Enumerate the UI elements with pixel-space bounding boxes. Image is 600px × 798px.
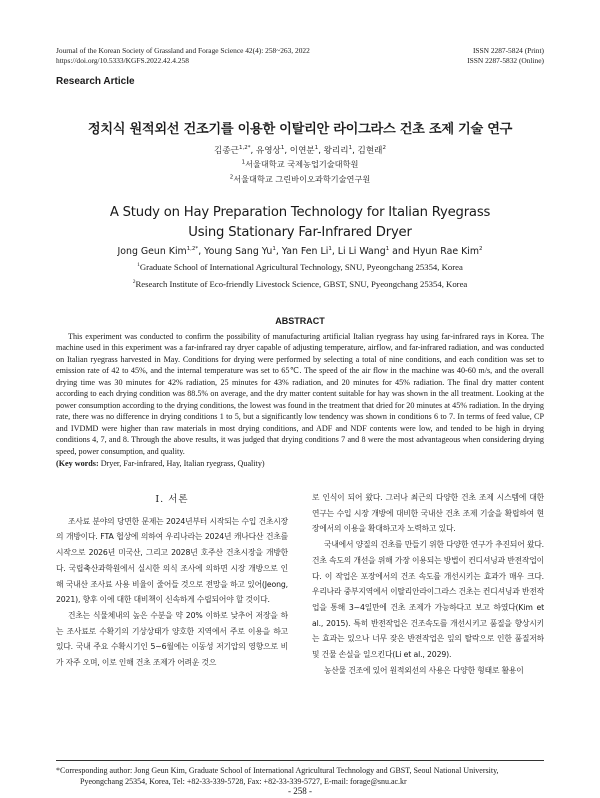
korean-authors: 김종근$^{1,2*}$, 유영상$^1$, 이연분$^1$, 왕리리$^1$, 김현래$^2$	[214, 145, 386, 156]
korean-title: 정치식 원적외선 건조기를 이용한 이탈리안 라이그라스 건초 조제 기술 연구	[87, 122, 513, 137]
keywords-label: (Key words:	[56, 459, 99, 468]
english-affiliation-2: $^2$Research Institute of Eco-friendly Livestock Science, GBST, SNU, Pyeongchang 25354, Korea	[132, 279, 468, 289]
section-heading-introduction: Ⅰ. 서론	[155, 494, 189, 505]
page-number: - 258 -	[288, 786, 312, 796]
footnote-line-1: *Corresponding author: Jong Geun Kim, Graduate School of International Agricultural Technology and GBST, Seoul National University,	[56, 766, 499, 775]
footnote-divider	[56, 760, 544, 761]
intro-paragraph-4: 농산물 건조에 있어 원적외선의 사용은 다양한 형태로 활용이	[324, 665, 524, 675]
intro-paragraph-2-continued: 로 인식이 되어 왔다. 그러나 최근의 다양한 건초 조제 시스템에 대한 연구는 수입 시장 개방에 대비한 국내산 건초 조제 기술을 확립하여 현장에서의 이용을 확대하고자 노력하고 있다.	[312, 493, 544, 534]
footnote-line-2: Pyeongchang 25354, Korea, Tel: +82-33-339-5728, Fax: +82-33-339-5727, E-mail: forage@snu.ac.kr	[80, 777, 407, 786]
doi-link[interactable]: https://doi.org/10.5333/KGFS.2022.42.4.258	[56, 56, 189, 65]
english-title-line-1: A Study on Hay Preparation Technology for Italian Ryegrass	[109, 205, 491, 220]
english-affiliation-1: $^1$Graduate School of International Agricultural Technology, SNU, Pyeongchang 25354, Korea	[137, 262, 463, 272]
korean-affiliation-1: $^1$서울대학교 국제농업기술대학원	[241, 159, 359, 169]
running-header-left	[56, 46, 310, 66]
intro-paragraph-2: 건초는 식물체내의 높은 수분을 약 20% 이하로 낮추어 저장을 하는 조사료로 수확기의 기상상태가 양호한 지역에서 주로 이용을 하고 있다. 국내 주요 수확시기인 5~6월에는 이동성 저기압의 영향으로 비가 자주 오며, 이로 인해 건초 조제가 어려운 것으	[56, 610, 288, 668]
abstract-text: This experiment was conducted to confirm the possibility of manufacturing artificial Italian ryegrass hay using far-infrared rays in Korea. The machine used in this experiment was a far-infrared ray dryer capable of adjusting temperature, airflow, and far-infrared radiation, and was conducted on Italian ryegrass harvested in May. Conditions for drying were performed by selecting a total of nine conditions, and each condition was set to emission rate of 42 to 45%, and the internal temperature was set to 65℃. The speed of the air flow in the machine was 40-60 m/s, and the overall drying time was 30 minutes for 42% radiation, 25 minutes for 43% radiation, and 20 minutes for 45% radiation. The final dry matter content according to each drying condition was 88.5% on average, and the dry matter content suitable for hay was shown in the all treatment. Looking at the power consumption according to the drying conditions, the lowest was found in the treatment that dried for 20 minutes at 45% radiation. In the drying rate, there was no difference in drying conditions 1 to 5, but a significantly low tendency was shown in conditions 6 to 7. In terms of feed value, CP and IVDMD were higher than raw materials in most drying conditions, and ADF and NDF contents were low, and tended to be high in drying conditions 4, 7, and 8. Through the above results, it was judged that drying conditions 7 and 8 were the most advantageous when considering drying speed, power consumption, and quality.	[56, 332, 544, 456]
korean-affiliation-2: $^2$서울대학교 그린바이오과학기술연구원	[229, 174, 371, 184]
issn-print: ISSN 2287-5824 (Print)	[472, 46, 544, 55]
abstract-heading: ABSTRACT	[275, 316, 325, 326]
keywords	[56, 458, 544, 469]
corresponding-author-footnote	[56, 765, 544, 787]
running-header-right	[467, 46, 544, 66]
english-title-line-2: Using Stationary Far-Infrared Dryer	[188, 225, 412, 240]
keywords-list: Dryer, Far-infrared, Hay, Italian ryegrass, Quality)	[98, 459, 265, 468]
issn-online: ISSN 2287-5832 (Online)	[467, 56, 544, 65]
article-type-label: Research Article	[56, 76, 135, 87]
intro-paragraph-1: 조사료 분야의 당면한 문제는 2024년부터 시작되는 수입 건초시장의 개방이다. FTA 협상에 의하여 우리나라는 2024년 캐나다산 건초를 시작으로 2026년 미국산, 그리고 2028년 호주산 건초시장을 개방한다. 국립축산과학원에서 실시한 의식 조사에 의하면 시장 개방으로 인해 국내산 조사료 사용 비율이 줄어들 것으로 전망을 하고 있어(Jeong, 2021), 향후 이에 대한 대비책이 신속하게 수립되어야 할 것이다.	[56, 516, 288, 605]
abstract-body	[56, 331, 544, 457]
intro-paragraph-3: 국내에서 양질의 건초를 만들기 위한 다양한 연구가 추진되어 왔다. 건초 속도의 개선을 위해 가장 이용되는 방법이 컨디셔닝과 반전작업이다. 이 작업은 포장에서의 건조 속도를 개선시키는 효과가 매우 크다. 우리나라 중부지역에서 이탈리안라이그라스 건초는 컨디셔닝과 반전작업을 통해 3~4일만에 건초 조제가 가능하다고 보고 하였다(Kim et al., 2015). 특히 반전작업은 건조속도를 개선시키고 품질을 향상시키는 효과는 있으나 너무 잦은 반전작업은 잎의 탈락으로 인한 품질저하 및 건물 손실을 일으킨다(Li et al., 2029).	[312, 540, 544, 660]
journal-citation: Journal of the Korean Society of Grassland and Forage Science 42(4): 258~263, 2022	[56, 46, 310, 55]
english-authors: Jong Geun Kim$^{1,2*}$, Young Sang Yu$^1$, Yan Fen Li$^1$, Li Li Wang$^1$ and Hyun Rae Kim$^2$	[117, 245, 483, 257]
body-column-left	[56, 490, 288, 671]
body-column-right	[312, 490, 544, 678]
